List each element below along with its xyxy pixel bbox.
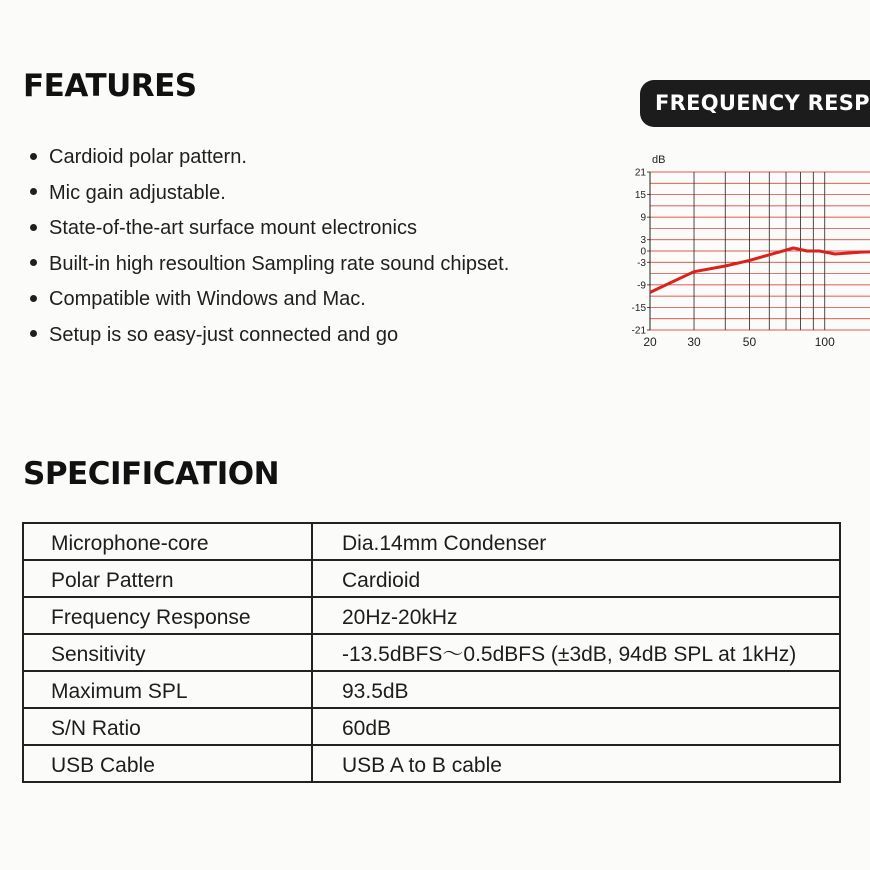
x-tick-label: 100: [814, 335, 835, 349]
bullet-icon: [30, 224, 37, 231]
spec-label: USB Cable: [23, 745, 312, 782]
bullet-icon: [30, 330, 37, 337]
feature-text: Cardioid polar pattern.: [49, 146, 247, 168]
y-tick-label: 21: [634, 167, 646, 179]
y-tick-label: 9: [640, 212, 646, 224]
frequency-response-chart: [600, 150, 870, 365]
table-row: [23, 745, 840, 782]
spec-value: Cardioid: [312, 560, 840, 597]
frequency-response-banner: FREQUENCY RESP: [640, 80, 870, 127]
list-item: [26, 140, 509, 176]
spec-value: Dia.14mm Condenser: [312, 523, 840, 560]
list-item: [26, 211, 509, 247]
specification-table: [22, 522, 841, 783]
spec-label: Sensitivity: [23, 634, 312, 671]
table-row: [23, 634, 840, 671]
bullet-icon: [30, 259, 37, 266]
x-tick-label: 50: [742, 335, 757, 349]
feature-text: Setup is so easy-just connected and go: [49, 323, 399, 346]
bullet-icon: [30, 188, 37, 195]
x-tick-label: 30: [687, 335, 701, 349]
table-row: [23, 523, 840, 560]
table-row: [23, 597, 840, 634]
table-row: [23, 671, 840, 708]
spec-label: Frequency Response: [23, 597, 312, 634]
y-tick-label: 3: [640, 235, 646, 247]
x-tick-label: 20: [643, 335, 657, 349]
y-tick-label: 0: [640, 246, 646, 258]
y-tick-label: -3: [637, 257, 646, 269]
specification-heading: SPECIFICATION: [23, 456, 280, 492]
list-item: [26, 282, 509, 318]
y-tick-label: -21: [631, 325, 646, 337]
list-item: [26, 247, 509, 283]
response-curve: [650, 248, 870, 292]
y-tick-label: 15: [634, 190, 646, 202]
feature-text: State-of-the-art surface mount electronics: [49, 217, 417, 239]
spec-value: 20Hz-20kHz: [312, 597, 840, 634]
spec-value: 60dB: [312, 708, 840, 745]
features-heading: FEATURES: [23, 68, 197, 104]
bullet-icon: [30, 153, 37, 160]
spec-label: Microphone-core: [23, 523, 312, 560]
spec-label: S/N Ratio: [23, 708, 312, 745]
y-tick-label: -9: [637, 280, 646, 292]
y-axis-label: dB: [652, 154, 666, 166]
bullet-icon: [30, 295, 37, 302]
list-item: [26, 318, 509, 354]
spec-value: -13.5dBFS～0.5dBFS (±3dB, 94dB SPL at 1kHz): [312, 634, 840, 671]
feature-text: Built-in high resoultion Sampling rate sound chipset.: [49, 252, 510, 275]
table-row: [23, 708, 840, 745]
feature-text: Mic gain adjustable.: [49, 181, 226, 204]
feature-text: Compatible with Windows and Mac.: [49, 288, 366, 310]
spec-value: 93.5dB: [312, 671, 840, 708]
spec-label: Maximum SPL: [23, 671, 312, 708]
spec-value: USB A to B cable: [312, 745, 840, 782]
list-item: [26, 176, 509, 212]
spec-label: Polar Pattern: [23, 560, 312, 597]
features-list: [26, 140, 509, 353]
y-tick-label: -15: [631, 302, 646, 314]
table-row: [23, 560, 840, 597]
